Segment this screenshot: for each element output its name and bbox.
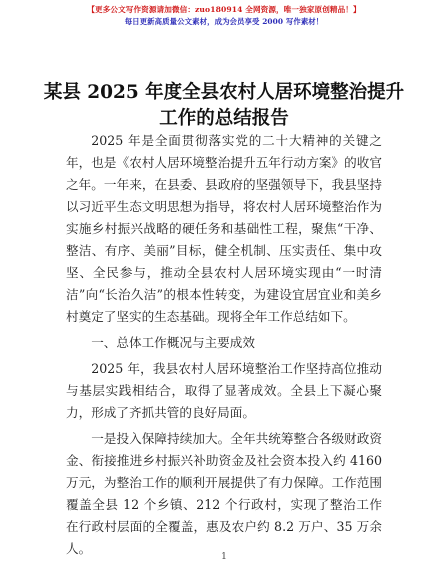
- section-heading: 一、总体工作概况与主要成效: [91, 335, 255, 350]
- promo-banner-line1: 【更多公文写作资源请加微信：zuo180914 全网资源，唯一独家原创精品！】: [87, 5, 361, 14]
- document-title: 某县 2025 年度全县农村人居环境整治提升工作的总结报告: [43, 82, 405, 129]
- page-number: 1: [221, 552, 227, 562]
- investment-paragraph: 一是投入保障持续加大。全年共统筹整合各级财政资金、衔接推进乡村振兴补助资金及社会资本投入约 4160 万元，为整治工作的顺利开展提供了有力保障。工作范围覆盖全县 12 个乡镇、212 个行政村，实现了整治工作在行政村层面的全覆盖，惠及农户约 8.2 万户、35 万余人。: [66, 431, 382, 556]
- overview-paragraph: 2025 年，我县农村人居环境整治工作坚持高位推动与基层实践相结合，取得了显著成效。全县上下凝心聚力，形成了齐抓共管的良好局面。: [66, 361, 382, 420]
- promo-banner: [0, 4, 448, 28]
- intro-paragraph: 2025 年是全面贯彻落实党的二十大精神的关键之年，也是《农村人居环境整治提升五年行动方案》的收官之年。一年来，在县委、县政府的坚强领导下，我县坚持以习近平生态文明思想为指导，将农村人居环境整治作为实施乡村振兴战略的硬任务和基础性工程，聚焦“干净、整洁、有序、美丽”目标，健全机制、压实责任、集中攻坚、全民参与，推动全县农村人居环境实现由“一时清洁”向“长治久洁”的根本性转变，为建设宜居宜业和美乡村奠定了坚实的生态基础。现将全年工作总结如下。: [66, 133, 382, 324]
- promo-banner-line2: 每日更新高质量公文素材，成为会员享受 2000 写作素材！: [124, 17, 324, 26]
- document-body: [66, 130, 382, 560]
